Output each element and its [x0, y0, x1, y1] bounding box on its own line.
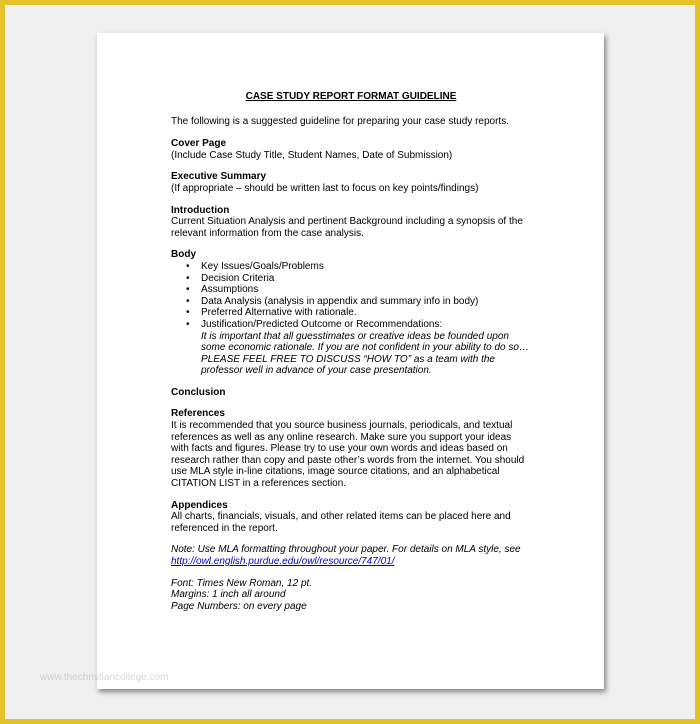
body-heading: Body — [171, 249, 196, 261]
introduction-text: Current Situation Analysis and pertinent Background including a synopsis of the relevant information from the case analysis. — [171, 216, 523, 239]
appendices-heading: Appendices — [171, 499, 228, 511]
references-text: It is recommended that you source business journals, periodicals, and textual references as well as any online research. Make sure you support your ideas with facts and figures. Please try to use your own words and ideas based on research rather than copy and paste other’s words from the internet. You should use MLA style in-line citations, image source citations, and an alphabetical CITATION LIST in a references section. — [171, 420, 525, 490]
mla-note — [171, 544, 531, 567]
section-note — [171, 544, 531, 567]
executive-summary-text: (If appropriate – should be written last to focus on key points/findings) — [171, 182, 479, 194]
font-spec: Font: Times New Roman, 12 pt. — [171, 577, 313, 589]
document-page — [97, 33, 604, 689]
body-bullet-list — [171, 261, 531, 377]
mla-note-text: Note: Use MLA formatting throughout your paper. For details on MLA style, see — [171, 544, 521, 556]
document-title: CASE STUDY REPORT FORMAT GUIDELINE — [245, 91, 457, 102]
executive-summary-heading: Executive Summary — [171, 171, 267, 183]
section-executive-summary — [171, 171, 531, 194]
section-references — [171, 408, 531, 489]
section-body — [171, 249, 531, 377]
section-format-footer — [171, 578, 531, 613]
watermark: www.thechristiancollege.com — [40, 672, 169, 683]
conclusion-heading: Conclusion — [171, 386, 226, 398]
intro-text: The following is a suggested guideline for preparing your case study reports. — [171, 115, 509, 127]
section-introduction — [171, 205, 531, 240]
list-item: • Assumptions — [186, 284, 531, 296]
page-numbers-spec: Page Numbers: on every page — [171, 600, 307, 612]
list-item: • Key Issues/Goals/Problems — [186, 261, 531, 273]
list-item-label: Justification/Predicted Outcome or Recommendations: — [201, 318, 443, 330]
list-item: • Preferred Alternative with rationale. — [186, 307, 531, 319]
document-content — [171, 91, 531, 622]
mla-link[interactable]: http://owl.english.purdue.edu/owl/resource/747/01/ — [171, 556, 395, 567]
margins-spec: Margins: 1 inch all around — [171, 589, 286, 601]
body-italic-note: It is important that all guesstimates or creative ideas be founded upon some economic rationale. If you are not confident in your ability to do so…PLEASE FEEL FREE TO DISCUSS “HOW TO” as a team with the professor well in advance of your case presentation. — [201, 330, 529, 377]
references-heading: References — [171, 408, 225, 420]
section-cover-page — [171, 138, 531, 161]
section-appendices — [171, 500, 531, 535]
introduction-heading: Introduction — [171, 204, 230, 216]
list-item: • Data Analysis (analysis in appendix and summary info in body) — [186, 296, 531, 308]
section-conclusion — [171, 387, 531, 399]
cover-page-heading: Cover Page — [171, 138, 227, 150]
list-item — [186, 319, 531, 377]
appendices-text: All charts, financials, visuals, and other related items can be placed here and referenced in the report. — [171, 511, 511, 534]
list-item: • Decision Criteria — [186, 273, 531, 285]
cover-page-text: (Include Case Study Title, Student Names, Date of Submission) — [171, 149, 453, 161]
